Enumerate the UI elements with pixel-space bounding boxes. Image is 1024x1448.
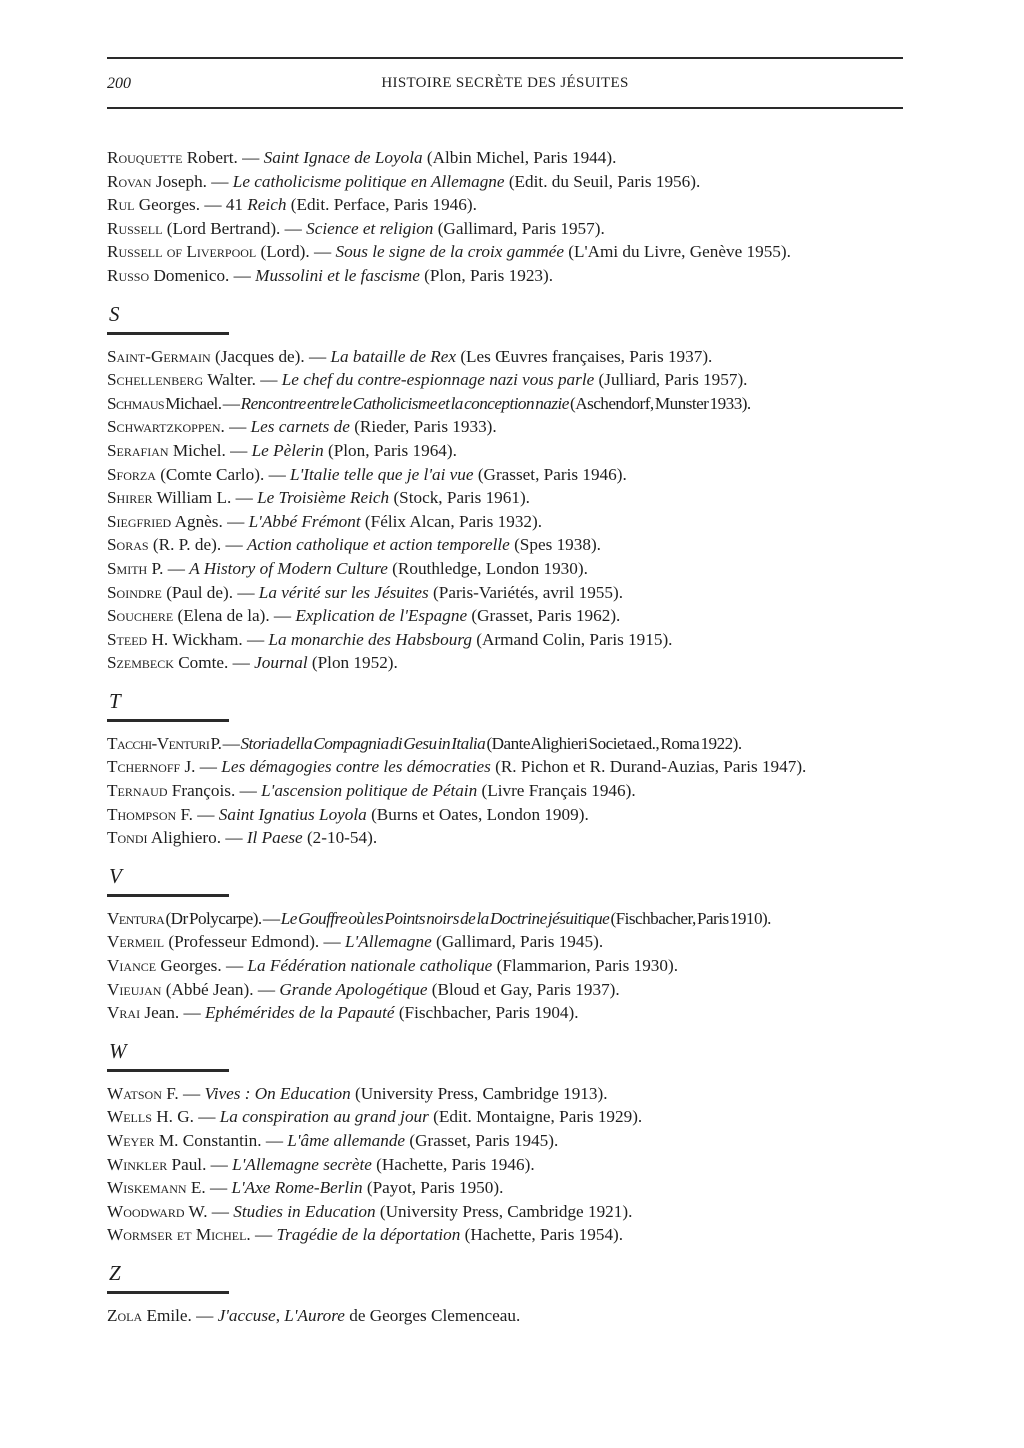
publication-info: (Spes 1938).	[509, 535, 601, 555]
separator-dash: —	[304, 346, 331, 366]
separator-dash: —	[205, 1178, 232, 1198]
publication-info: (Grasset, Paris 1962).	[467, 606, 621, 626]
bibliography	[107, 146, 927, 1328]
separator-dash: —	[309, 242, 336, 262]
publication-info: (Rieder, Paris 1933).	[349, 417, 497, 437]
page-number: 200	[107, 75, 131, 92]
separator-dash: —	[195, 757, 222, 777]
author-name: Emile.	[142, 1305, 192, 1325]
author-name: Comte.	[173, 653, 229, 673]
author-name: (Lord).	[256, 242, 310, 262]
work-title: L'Allemagne secrète	[232, 1154, 372, 1174]
separator-dash: —	[261, 1131, 288, 1150]
separator-dash: —	[221, 393, 241, 413]
section-rule	[107, 1291, 229, 1294]
publication-info: (Julliard, Paris 1957).	[594, 370, 748, 390]
bibliography-entry	[107, 1153, 927, 1177]
publication-info: de Georges Clemenceau.	[344, 1305, 521, 1325]
separator-dash: —	[221, 828, 247, 848]
author-surname: Winkler	[107, 1154, 168, 1174]
separator-dash: —	[231, 488, 258, 508]
author-surname: Vrai	[107, 1003, 141, 1023]
separator-dash: —	[253, 979, 280, 999]
author-name: (Professeur Edmond).	[164, 932, 320, 952]
bibliography-entry	[107, 439, 927, 463]
author-surname: Schmaus	[107, 393, 165, 413]
author-name: Alighiero.	[147, 828, 222, 848]
separator-dash: —	[192, 804, 219, 824]
author-surname: Steed	[107, 629, 148, 649]
bibliography-entry	[107, 779, 927, 803]
author-name: F.	[176, 804, 193, 824]
section-heading	[107, 1039, 927, 1072]
publication-info: (Plon 1952).	[307, 653, 398, 673]
section-heading	[107, 689, 927, 722]
separator-dash: —	[225, 440, 252, 460]
work-title: La Fédération nationale catholique	[247, 956, 493, 976]
author-name: William L.	[152, 488, 232, 508]
author-surname: Rouquette	[107, 148, 183, 167]
separator-dash: —	[163, 558, 190, 578]
bibliography-entry	[107, 557, 927, 581]
separator-dash: —	[319, 932, 345, 952]
author-surname: Smith	[107, 558, 148, 578]
bibliography-section	[107, 302, 927, 675]
publication-info: (Routhledge, London 1930).	[387, 558, 588, 578]
work-title: Reich	[247, 195, 287, 215]
author-surname: Schellenberg	[107, 370, 204, 390]
author-surname: Tondi	[107, 828, 148, 848]
author-surname: Zola	[107, 1305, 143, 1325]
publication-info: (Edit. du Seuil, Paris 1956).	[504, 171, 701, 191]
author-surname: Weyer	[107, 1131, 155, 1150]
publication-info: (Armand Colin, Paris 1915).	[471, 629, 673, 649]
author-surname: Viance	[107, 956, 157, 976]
publication-info: (Dante Alighieri Societa ed., Roma 1922).	[485, 733, 742, 753]
separator-dash: —	[237, 148, 264, 167]
separator-dash: —	[264, 464, 291, 484]
publication-info: (Aschendorf, Munster 1933).	[568, 393, 751, 413]
section-rule	[107, 719, 229, 722]
bibliography-entry	[107, 415, 927, 439]
work-title: Saint Ignace de Loyola	[263, 148, 423, 167]
separator-dash: —	[179, 1003, 206, 1023]
publication-info: (Hachette, Paris 1954).	[460, 1225, 624, 1245]
author-name: Walter.	[203, 370, 256, 390]
work-title: Saint Ignatius Loyola	[218, 804, 367, 824]
work-title: Science et religion	[306, 218, 434, 238]
bibliography-entry	[107, 826, 927, 850]
publication-info: (Plon, Paris 1964).	[323, 440, 457, 460]
bibliography-entry	[107, 755, 927, 779]
work-title: Studies in Education	[233, 1201, 376, 1221]
author-name: Joseph.	[151, 171, 207, 191]
author-surname: Soras	[107, 535, 149, 555]
work-title: A History of Modern Culture	[189, 558, 388, 578]
author-surname: Tchernoff	[107, 757, 181, 777]
bibliography-entry	[107, 1129, 927, 1153]
publication-info: (Grasset, Paris 1945).	[405, 1131, 559, 1150]
work-title: La bataille de Rex	[330, 346, 457, 366]
bibliography-entry	[107, 651, 927, 675]
author-surname: Soindre	[107, 582, 162, 602]
author-name: Georges.	[134, 195, 201, 215]
section-heading	[107, 864, 927, 897]
work-title: Explication de l'Espagne	[295, 606, 468, 626]
publication-info: (Burns et Oates, London 1909).	[366, 804, 589, 824]
separator-dash: —	[191, 1305, 218, 1325]
bibliography-entry	[107, 1176, 927, 1200]
bibliography-entry	[107, 392, 927, 416]
author-name: (Dr Polycarpe).	[164, 908, 262, 928]
bibliography-entry	[107, 978, 927, 1002]
bibliography-entry	[107, 264, 927, 288]
publication-info: (Albin Michel, Paris 1944).	[422, 148, 617, 167]
work-title: La monarchie des Habsbourg	[268, 629, 472, 649]
author-surname: Watson	[107, 1083, 162, 1103]
author-surname: Vieujan	[107, 979, 162, 999]
publication-info: (Flammarion, Paris 1930).	[492, 956, 679, 976]
bibliography-section	[107, 864, 927, 1025]
author-name: H. G.	[151, 1107, 194, 1127]
author-surname: Saint-Germain	[107, 346, 211, 366]
work-title: Il Paese	[246, 828, 303, 848]
separator-dash: —	[255, 370, 282, 390]
separator-dash: —	[280, 218, 307, 238]
work-title: Tragédie de la déportation	[276, 1225, 461, 1245]
bibliography-entry	[107, 628, 927, 652]
work-title: L'ascension politique de Pétain	[261, 781, 478, 801]
publication-info: (2-10-54).	[302, 828, 378, 848]
author-name: Georges.	[156, 956, 222, 976]
publication-info: (Gallimard, Paris 1945).	[431, 932, 604, 952]
bibliography-section	[107, 1261, 927, 1328]
publication-info: (Hachette, Paris 1946).	[371, 1154, 535, 1174]
author-name: (Abbé Jean).	[161, 979, 254, 999]
work-title: Rencontre entre le Catholicisme et la conception nazie	[240, 393, 569, 413]
bibliography-entry	[107, 581, 927, 605]
author-name: Michael.	[164, 393, 222, 413]
bibliography-entry	[107, 533, 927, 557]
author-name: (Paul de).	[161, 582, 234, 602]
work-title: La conspiration au grand jour	[219, 1107, 429, 1127]
work-title: L'Italie telle que je l'ai vue	[290, 464, 474, 484]
publication-info: (Fischbacher, Paris 1904).	[394, 1003, 579, 1023]
author-surname: Rul	[107, 195, 135, 215]
author-surname: Thompson	[107, 804, 177, 824]
section-letter: Z	[109, 1260, 121, 1285]
work-title: Action catholique et action temporelle	[246, 535, 510, 555]
bibliography-section	[107, 146, 927, 288]
author-surname: Szembeck	[107, 653, 174, 673]
publication-info: (Bloud et Gay, Paris 1937).	[427, 979, 620, 999]
header-bottom-rule	[107, 107, 903, 109]
author-surname: Wormser et Michel.	[107, 1225, 251, 1245]
author-name: (Elena de la).	[173, 606, 270, 626]
work-title: Les démagogies contre les démocraties	[221, 757, 491, 777]
bibliography-entry	[107, 907, 927, 931]
publication-info: (University Press, Cambridge 1921).	[375, 1201, 633, 1221]
author-surname: Wells	[107, 1107, 152, 1127]
work-title: L'Aurore	[284, 1305, 345, 1325]
author-surname: Souchere	[107, 606, 174, 626]
separator-dash: —	[235, 781, 262, 801]
work-title: Mussolini et le fascisme	[255, 265, 420, 285]
separator-dash: —	[221, 956, 248, 976]
author-name: P.	[147, 558, 164, 578]
work-title: Le catholicisme politique en Allemagne	[232, 171, 505, 191]
author-name: Paul.	[167, 1154, 207, 1174]
separator-dash: —	[221, 535, 247, 555]
author-name: E.	[186, 1178, 206, 1198]
separator-dash: —	[206, 171, 233, 191]
separator-dash: —	[222, 511, 249, 531]
publication-info: (University Press, Cambridge 1913).	[350, 1083, 608, 1103]
work-title: Grande Apologétique	[279, 979, 428, 999]
separator-dash: —	[269, 606, 296, 626]
bibliography-entry	[107, 803, 927, 827]
author-name: (R. P. de).	[148, 535, 222, 555]
section-letter: S	[109, 301, 120, 326]
bibliography-entry	[107, 954, 927, 978]
publication-info: (Paris-Variétés, avril 1955).	[428, 582, 623, 602]
bibliography-entry	[107, 1304, 927, 1328]
separator-dash: — 41	[200, 195, 248, 215]
work-title: Storia della Compagnia di Gesu in Italia	[240, 733, 486, 753]
author-surname: Shirer	[107, 488, 153, 508]
author-name: M. Constantin.	[154, 1131, 262, 1150]
author-surname: Wiskemann	[107, 1178, 187, 1198]
publication-info: (Edit. Perface, Paris 1946).	[286, 195, 477, 215]
author-name: P.	[209, 733, 222, 753]
bibliography-entry	[107, 510, 927, 534]
publication-info: (Livre Français 1946).	[477, 781, 636, 801]
author-surname: Sforza	[107, 464, 156, 484]
work-title: Sous le signe de la croix gammée	[335, 242, 564, 262]
section-heading	[107, 1261, 927, 1294]
author-surname: Schwartzkoppen.	[107, 417, 225, 437]
section-rule	[107, 1069, 229, 1072]
author-name: Robert.	[182, 148, 238, 167]
author-surname: Russell	[107, 218, 163, 238]
separator-dash: —	[228, 653, 255, 673]
bibliography-entry	[107, 463, 927, 487]
work-title: L'Abbé Frémont	[248, 511, 361, 531]
work-title: La vérité sur les Jésuites	[258, 582, 429, 602]
bibliography-entry	[107, 217, 927, 241]
work-title: L'Allemagne	[345, 932, 432, 952]
work-title: L'âme allemande	[287, 1131, 406, 1150]
work-title: Journal	[254, 653, 308, 673]
bibliography-entry	[107, 486, 927, 510]
header-top-rule	[107, 57, 903, 59]
publication-info: (R. Pichon et R. Durand-Auzias, Paris 1947).	[490, 757, 807, 777]
work-title: Le Pèlerin	[251, 440, 324, 460]
separator-dash: —	[221, 733, 241, 753]
bibliography-entry	[107, 1200, 927, 1224]
author-name: (Jacques de).	[210, 346, 305, 366]
publication-info: (L'Ami du Livre, Genève 1955).	[563, 242, 791, 262]
author-name: Michel.	[168, 440, 226, 460]
publication-info: (Gallimard, Paris 1957).	[433, 218, 605, 238]
bibliography-entry	[107, 1001, 927, 1025]
bibliography-entry	[107, 1082, 927, 1106]
separator-dash: —	[193, 1107, 220, 1127]
bibliography-entry	[107, 1105, 927, 1129]
separator-dash: —	[261, 908, 281, 928]
separator-dash: —	[224, 417, 251, 437]
publication-info: (Payot, Paris 1950).	[362, 1178, 504, 1198]
author-name: W.	[184, 1201, 208, 1221]
publication-info: (Plon, Paris 1923).	[419, 265, 554, 285]
author-surname: Ventura	[107, 908, 165, 928]
running-title: HISTOIRE SECRÈTE DES JÉSUITES	[381, 75, 629, 91]
work-title: Vives : On Education	[204, 1083, 351, 1103]
bibliography-entry	[107, 732, 927, 756]
publication-info: (Grasset, Paris 1946).	[473, 464, 627, 484]
work-title: J'accuse	[217, 1305, 276, 1325]
section-rule	[107, 894, 229, 897]
author-surname: Ternaud	[107, 781, 168, 801]
section-letter: T	[109, 688, 121, 713]
section-letter: W	[109, 1038, 127, 1063]
publication-info: (Edit. Montaigne, Paris 1929).	[428, 1107, 643, 1127]
publication-info: ,	[275, 1305, 285, 1325]
bibliography-entry	[107, 930, 927, 954]
publication-info: (Fischbacher, Paris 1910).	[609, 908, 771, 928]
work-title: Les carnets de	[250, 417, 350, 437]
separator-dash: —	[206, 1154, 233, 1174]
author-surname: Rovan	[107, 171, 152, 191]
bibliography-entry	[107, 604, 927, 628]
author-name: J.	[180, 757, 196, 777]
separator-dash: —	[207, 1201, 234, 1221]
work-title: Le chef du contre-espionnage nazi vous parle	[281, 370, 595, 390]
separator-dash: —	[229, 265, 256, 285]
work-title: Le Troisième Reich	[257, 488, 390, 508]
author-surname: Woodward	[107, 1201, 185, 1221]
bibliography-entry	[107, 240, 927, 264]
work-title: Le Gouffre où les Points noirs de la Doctrine jésuitique	[280, 908, 610, 928]
publication-info: (Félix Alcan, Paris 1932).	[360, 511, 543, 531]
author-surname: Tacchi-Venturi	[107, 733, 210, 753]
author-surname: Vermeil	[107, 932, 165, 952]
section-rule	[107, 332, 229, 335]
publication-info: (Stock, Paris 1961).	[389, 488, 530, 508]
author-name: (Lord Bertrand).	[162, 218, 281, 238]
publication-info: (Les Œuvres françaises, Paris 1937).	[456, 346, 713, 366]
bibliography-entry	[107, 193, 927, 217]
author-name: F.	[161, 1083, 179, 1103]
author-surname: Russo	[107, 265, 150, 285]
author-surname: Russell of Liverpool	[107, 242, 257, 262]
work-title: Ephémérides de la Papauté	[205, 1003, 395, 1023]
author-name: Domenico.	[149, 265, 230, 285]
author-name: (Comte Carlo).	[155, 464, 265, 484]
work-title: L'Axe Rome-Berlin	[231, 1178, 363, 1198]
section-letter: V	[109, 863, 122, 888]
separator-dash: —	[242, 629, 269, 649]
separator-dash: —	[178, 1083, 205, 1103]
author-name: H. Wickham.	[147, 629, 243, 649]
author-surname: Serafian	[107, 440, 169, 460]
bibliography-entry	[107, 1223, 927, 1247]
author-name: Agnès.	[171, 511, 223, 531]
section-heading	[107, 302, 927, 335]
author-name: François.	[167, 781, 236, 801]
bibliography-section	[107, 689, 927, 850]
bibliography-entry	[107, 146, 927, 170]
bibliography-entry	[107, 368, 927, 392]
bibliography-entry	[107, 170, 927, 194]
bibliography-section	[107, 1039, 927, 1247]
author-surname: Siegfried	[107, 511, 172, 531]
separator-dash: —	[250, 1225, 277, 1245]
author-name: Jean.	[140, 1003, 180, 1023]
bibliography-entry	[107, 345, 927, 369]
separator-dash: —	[233, 582, 259, 602]
